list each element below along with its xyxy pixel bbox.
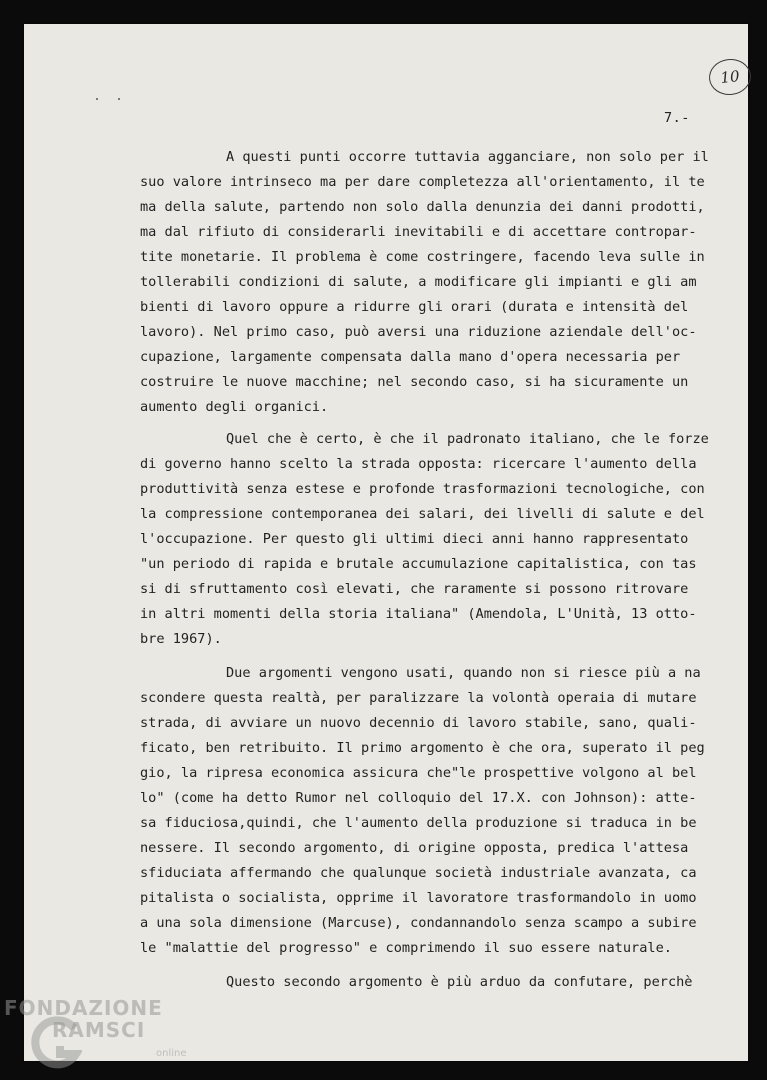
text-line: lavoro). Nel primo caso, può aversi una riduzione aziendale dell'oc- xyxy=(140,324,697,340)
text-line: produttività senza estese e profonde trasformazioni tecnologiche, con xyxy=(140,481,705,497)
text-line: pitalista o socialista, opprime il lavoratore trasformandolo in uomo xyxy=(140,890,697,906)
text-line: tite monetarie. Il problema è come costringere, facendo leva sulle in xyxy=(140,249,705,265)
text-line: gio, la ripresa economica assicura che"le prospettive volgono al bel xyxy=(140,765,697,781)
text-line: cupazione, largamente compensata dalla mano d'opera necessaria per xyxy=(140,349,681,365)
text-line: ficato, ben retribuito. Il primo argomento è che ora, superato il peg xyxy=(140,740,705,756)
text-line: di governo hanno scelto la strada opposta: ricercare l'aumento della xyxy=(140,456,697,472)
text-line: scondere questa realtà, per paralizzare la volontà operaia di mutare xyxy=(140,690,697,706)
text-line: "un periodo di rapida e brutale accumulazione capitalistica, con tas xyxy=(140,556,697,572)
text-line: bre 1967). xyxy=(140,631,222,647)
document-page xyxy=(24,24,748,1061)
text-line: suo valore intrinseco ma per dare completezza all'orientamento, il te xyxy=(140,174,705,190)
fondazione-gramsci-watermark xyxy=(4,996,204,1076)
punch-marks xyxy=(96,98,126,102)
watermark-line2: RAMSCI xyxy=(52,1018,146,1042)
text-line: in altri momenti della storia italiana" (Amendola, L'Unità, 13 otto- xyxy=(140,606,697,622)
text-line: aumento degli organici. xyxy=(140,399,329,415)
text-line: Questo secondo argomento è più arduo da confutare, perchè xyxy=(226,974,693,990)
text-line: sfiduciata affermando che qualunque società industriale avanzata, ca xyxy=(140,865,697,881)
text-line: ma dal rifiuto di considerarli inevitabili e di accettare contropar- xyxy=(140,224,697,240)
text-line: l'occupazione. Per questo gli ultimi dieci anni hanno rappresentato xyxy=(140,531,689,547)
text-line: lo" (come ha detto Rumor nel colloquio del 17.X. con Johnson): atte- xyxy=(140,790,697,806)
text-line: costruire le nuove macchine; nel secondo caso, si ha sicuramente un xyxy=(140,374,689,390)
folio-stamp: 10 xyxy=(707,57,753,97)
text-line: Quel che è certo, è che il padronato italiano, che le forze xyxy=(226,431,709,447)
text-line: A questi punti occorre tuttavia agganciare, non solo per il xyxy=(226,149,709,165)
text-line: sa fiduciosa,quindi, che l'aumento della produzione si traduca in be xyxy=(140,815,697,831)
text-line: si di sfruttamento così elevati, che raramente si possono ritrovare xyxy=(140,581,689,597)
watermark-sub: online xyxy=(156,1048,187,1059)
text-line: la compressione contemporanea dei salari, dei livelli di salute e del xyxy=(140,506,705,522)
page-number: 7.- xyxy=(664,110,690,126)
text-line: le "malattie del progresso" e comprimendo il suo essere naturale. xyxy=(140,940,672,956)
text-line: strada, di avviare un nuovo decennio di lavoro stabile, sano, quali- xyxy=(140,715,697,731)
text-line: a una sola dimensione (Marcuse), condannandolo senza scampo a subire xyxy=(140,915,697,931)
text-line: ma della salute, partendo non solo dalla denunzia dei danni prodotti, xyxy=(140,199,705,215)
watermark-line1: FONDAZIONE xyxy=(4,996,163,1020)
text-line: tollerabili condizioni di salute, a modificare gli impianti e gli am xyxy=(140,274,697,290)
text-line: Due argomenti vengono usati, quando non si riesce più a na xyxy=(226,665,701,681)
text-line: bienti di lavoro oppure a ridurre gli orari (durata e intensità del xyxy=(140,299,689,315)
text-line: nessere. Il secondo argomento, di origine opposta, predica l'attesa xyxy=(140,840,689,856)
